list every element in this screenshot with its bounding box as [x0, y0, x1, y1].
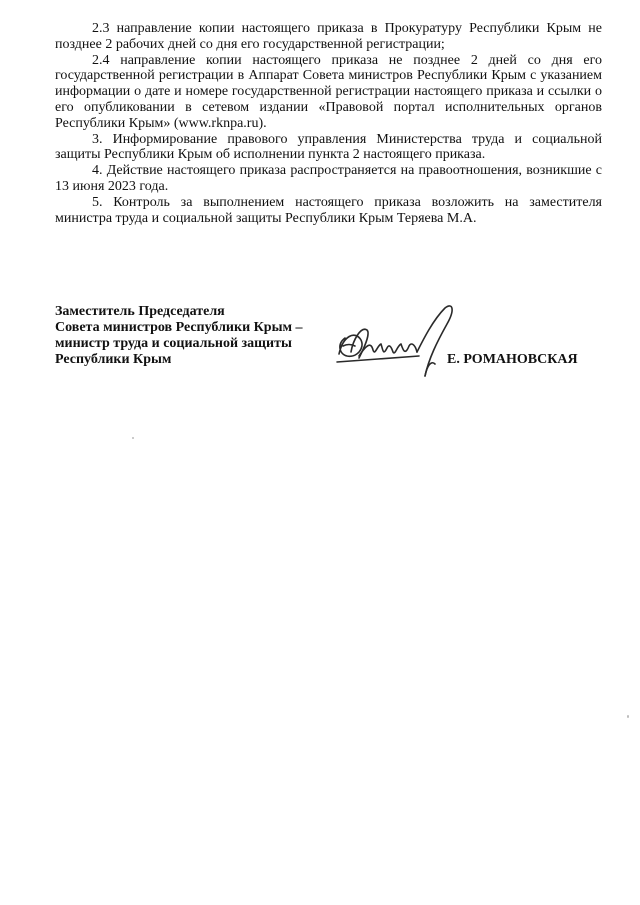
signatory-title-line: министр труда и социальной защиты	[55, 336, 292, 351]
signatory-title-line: Республики Крым	[55, 352, 172, 367]
paragraph-2-4: 2.4 направление копии настоящего приказа не позднее 2 дней со дня его государственной регистрации в Аппарат Совета министров Республики Крым с указанием информации о дате и номере государственной регистрации настоящего приказа и ссылки о его опубликовании в сетевом издании «Правовой портал исполнительных органов Республики Крым» (www.rknpa.ru).	[55, 52, 602, 131]
paragraph-3: 3. Информирование правового управления Министерства труда и социальной защиты Республики Крым об исполнении пункта 2 настоящего приказа.	[55, 131, 602, 163]
scan-speck	[627, 715, 629, 718]
signatory-title-line: Совета министров Республики Крым –	[55, 320, 303, 335]
signatory-title	[55, 304, 345, 368]
paragraph-5: 5. Контроль за выполнением настоящего приказа возложить на заместителя министра труда и социальной защиты Республики Крым Теряева М.А.	[55, 194, 602, 226]
handwritten-signature	[333, 300, 463, 390]
scan-speck	[132, 437, 134, 439]
paragraph-2-3: 2.3 направление копии настоящего приказа в Прокуратуру Республики Крым не позднее 2 рабочих дней со дня его государственной регистрации;	[55, 21, 602, 52]
document-body	[55, 21, 602, 226]
signatory-title-line: Заместитель Председателя	[55, 304, 225, 319]
signer-name: Е. РОМАНОВСКАЯ	[447, 352, 578, 367]
paragraph-4: 4. Действие настоящего приказа распространяется на правоотношения, возникшие с 13 июня 2023 года.	[55, 163, 602, 194]
